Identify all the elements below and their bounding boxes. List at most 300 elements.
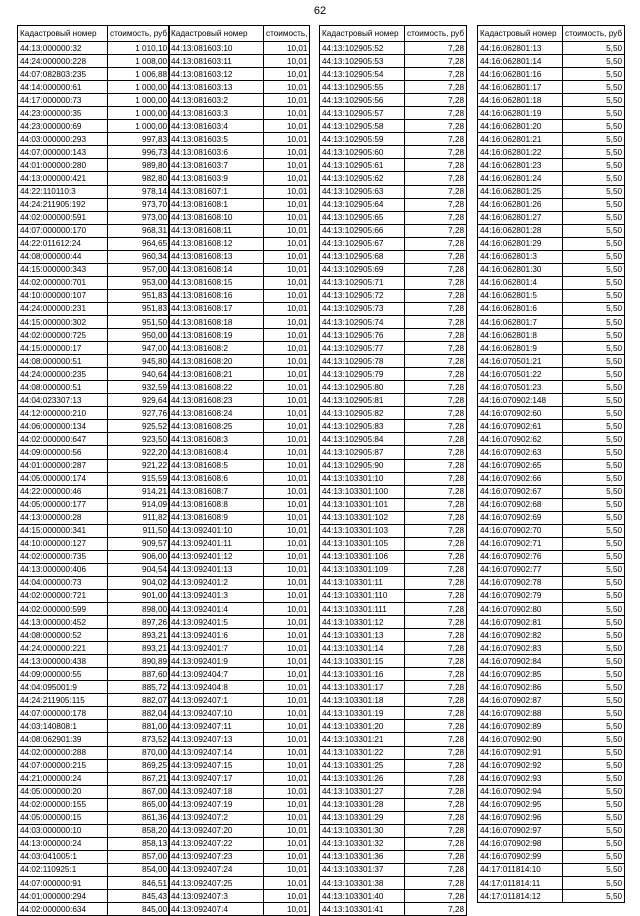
- cost-cell: 951,83: [108, 302, 170, 315]
- cadastral-number-cell: 44:13:092401:11: [169, 537, 264, 550]
- cost-cell: 10,01: [264, 146, 310, 159]
- table-row: [320, 381, 467, 394]
- cadastral-number-cell: 44:13:102905:68: [320, 250, 405, 263]
- table-row: [169, 55, 310, 68]
- cadastral-number-cell: 44:13:081603:10: [169, 42, 264, 55]
- cadastral-table-3: [319, 25, 467, 916]
- table-row: [169, 146, 310, 159]
- cadastral-number-cell: 44:13:081608:22: [169, 381, 264, 394]
- cadastral-number-cell: 44:07:000000:143: [18, 146, 108, 159]
- cadastral-number-cell: 44:16:062801:14: [478, 55, 563, 68]
- cadastral-number-cell: 44:15:000000:341: [18, 524, 108, 537]
- cost-cell: 867,21: [108, 772, 170, 785]
- table-row: [478, 368, 625, 381]
- cadastral-number-cell: 44:06:000000:134: [18, 420, 108, 433]
- table-row: [169, 759, 310, 772]
- cadastral-number-cell: 44:13:092407:15: [169, 759, 264, 772]
- table-row: [478, 302, 625, 315]
- cost-cell: 858,20: [108, 824, 170, 837]
- table-row: [18, 576, 170, 589]
- table-row: [18, 472, 170, 485]
- table-row: [320, 146, 467, 159]
- cost-cell: 10,01: [264, 198, 310, 211]
- cost-cell: 5,50: [563, 355, 625, 368]
- cadastral-number-cell: 44:13:092407:3: [169, 890, 264, 903]
- cadastral-number-cell: 44:03:140808:1: [18, 720, 108, 733]
- cadastral-number-cell: 44:13:102905:78: [320, 355, 405, 368]
- cost-cell: 5,50: [563, 498, 625, 511]
- cadastral-number-cell: 44:13:081608:21: [169, 368, 264, 381]
- cadastral-number-cell: 44:13:102905:67: [320, 237, 405, 250]
- cost-cell: 10,01: [264, 589, 310, 602]
- cost-cell: 10,01: [264, 211, 310, 224]
- table-row: [18, 211, 170, 224]
- cadastral-number-cell: 44:13:092407:20: [169, 824, 264, 837]
- table-row: [169, 694, 310, 707]
- cadastral-number-cell: 44:16:070501:22: [478, 368, 563, 381]
- cost-cell: 893,21: [108, 642, 170, 655]
- table-row: [478, 420, 625, 433]
- table-row: [169, 733, 310, 746]
- cadastral-number-cell: 44:15:000000:17: [18, 342, 108, 355]
- header-cost: стоимость, руб: [405, 26, 467, 42]
- cadastral-number-cell: 44:16:062801:18: [478, 94, 563, 107]
- table-row: [18, 694, 170, 707]
- cadastral-number-cell: 44:16:070902:98: [478, 837, 563, 850]
- cost-cell: 7,28: [405, 446, 467, 459]
- cost-cell: 7,28: [405, 772, 467, 785]
- table-row: [320, 81, 467, 94]
- cost-cell: 10,01: [264, 655, 310, 668]
- cost-cell: 7,28: [405, 302, 467, 315]
- table-row: [18, 198, 170, 211]
- cadastral-number-cell: 44:13:081608:24: [169, 407, 264, 420]
- cost-cell: 909,57: [108, 537, 170, 550]
- table-row: [478, 472, 625, 485]
- cost-cell: 5,50: [563, 811, 625, 824]
- cost-cell: 964,65: [108, 237, 170, 250]
- cost-cell: 5,50: [563, 237, 625, 250]
- cadastral-number-cell: 44:13:000000:421: [18, 172, 108, 185]
- table-row: [320, 537, 467, 550]
- table-row: [18, 603, 170, 616]
- cost-cell: 968,31: [108, 224, 170, 237]
- cadastral-number-cell: 44:13:092401:3: [169, 589, 264, 602]
- table-row: [478, 94, 625, 107]
- table-row: [169, 185, 310, 198]
- table-row: [320, 772, 467, 785]
- table-row: [18, 250, 170, 263]
- cost-cell: 911,50: [108, 524, 170, 537]
- cost-cell: 923,50: [108, 433, 170, 446]
- cost-cell: 10,01: [264, 616, 310, 629]
- cadastral-number-cell: 44:13:092401:4: [169, 603, 264, 616]
- cost-cell: 5,50: [563, 433, 625, 446]
- table-row: [169, 237, 310, 250]
- table-row: [320, 420, 467, 433]
- table-row: [320, 211, 467, 224]
- cost-cell: 10,01: [264, 485, 310, 498]
- cadastral-number-cell: 44:22:000000:46: [18, 485, 108, 498]
- cost-cell: 927,76: [108, 407, 170, 420]
- table-row: [169, 485, 310, 498]
- cost-cell: 7,28: [405, 146, 467, 159]
- cadastral-number-cell: 44:16:062801:26: [478, 198, 563, 211]
- table-row: [320, 550, 467, 563]
- cost-cell: 10,01: [264, 224, 310, 237]
- cadastral-number-cell: 44:13:103301:100: [320, 485, 405, 498]
- cost-cell: 5,50: [563, 603, 625, 616]
- table-row: [169, 707, 310, 720]
- table-row: [18, 720, 170, 733]
- cost-cell: 7,28: [405, 759, 467, 772]
- cost-cell: 5,50: [563, 107, 625, 120]
- table-row: [320, 250, 467, 263]
- cadastral-number-cell: 44:12:000000:210: [18, 407, 108, 420]
- cost-cell: 7,28: [405, 837, 467, 850]
- cost-cell: 7,28: [405, 81, 467, 94]
- table-row: [18, 394, 170, 407]
- table-row: [478, 237, 625, 250]
- cost-cell: 10,01: [264, 824, 310, 837]
- cost-cell: 10,01: [264, 394, 310, 407]
- cadastral-number-cell: 44:13:092401:5: [169, 616, 264, 629]
- cadastral-number-cell: 44:05:000000:15: [18, 811, 108, 824]
- cadastral-number-cell: 44:13:081608:4: [169, 446, 264, 459]
- table-row: [320, 237, 467, 250]
- cadastral-number-cell: 44:13:092401:9: [169, 655, 264, 668]
- table-row: [18, 120, 170, 133]
- cadastral-number-cell: 44:13:103301:101: [320, 498, 405, 511]
- cadastral-number-cell: 44:16:070902:76: [478, 550, 563, 563]
- cost-cell: 5,50: [563, 172, 625, 185]
- table-row: [18, 55, 170, 68]
- table-row: [18, 407, 170, 420]
- table-row: [478, 315, 625, 328]
- table-row: [320, 837, 467, 850]
- cost-cell: 5,50: [563, 329, 625, 342]
- cost-cell: 7,28: [405, 394, 467, 407]
- table-row: [320, 68, 467, 81]
- cost-cell: 10,01: [264, 603, 310, 616]
- table-row: [18, 707, 170, 720]
- table-row: [478, 107, 625, 120]
- cost-cell: 10,01: [264, 524, 310, 537]
- cadastral-number-cell: 44:16:070902:77: [478, 563, 563, 576]
- table-row: [320, 355, 467, 368]
- cost-cell: 7,28: [405, 355, 467, 368]
- cost-cell: 854,00: [108, 863, 170, 876]
- table-row: [169, 563, 310, 576]
- table-row: [169, 472, 310, 485]
- cost-cell: 10,01: [264, 420, 310, 433]
- cost-cell: 890,89: [108, 655, 170, 668]
- table-row: [478, 798, 625, 811]
- cost-cell: 957,00: [108, 263, 170, 276]
- table-row: [169, 785, 310, 798]
- cadastral-number-cell: 44:13:102905:79: [320, 368, 405, 381]
- cost-cell: 10,01: [264, 120, 310, 133]
- cadastral-number-cell: 44:16:062801:22: [478, 146, 563, 159]
- cost-cell: 7,28: [405, 289, 467, 302]
- cost-cell: 10,01: [264, 368, 310, 381]
- table-row: [320, 107, 467, 120]
- cost-cell: 1 006,88: [108, 68, 170, 81]
- cadastral-number-cell: 44:13:103301:21: [320, 733, 405, 746]
- cadastral-number-cell: 44:16:070501:21: [478, 355, 563, 368]
- table-row: [18, 224, 170, 237]
- cadastral-number-cell: 44:09:000000:55: [18, 668, 108, 681]
- table-row: [478, 172, 625, 185]
- cadastral-number-cell: 44:13:092401:12: [169, 550, 264, 563]
- table-row: [169, 302, 310, 315]
- cost-cell: 10,01: [264, 276, 310, 289]
- cost-cell: 5,50: [563, 576, 625, 589]
- cadastral-number-cell: 44:16:070902:148: [478, 394, 563, 407]
- cadastral-number-cell: 44:16:070902:67: [478, 485, 563, 498]
- cadastral-number-cell: 44:15:000000:343: [18, 263, 108, 276]
- cost-cell: 7,28: [405, 68, 467, 81]
- table-row: [169, 120, 310, 133]
- cost-cell: 1 010,10: [108, 42, 170, 55]
- cost-cell: 10,01: [264, 498, 310, 511]
- table-row: [18, 759, 170, 772]
- table-row: [478, 837, 625, 850]
- cadastral-number-cell: 44:13:092401:6: [169, 629, 264, 642]
- cost-cell: 922,20: [108, 446, 170, 459]
- cost-cell: 947,00: [108, 342, 170, 355]
- cadastral-number-cell: 44:13:103301:37: [320, 863, 405, 876]
- cadastral-number-cell: 44:08:000000:51: [18, 381, 108, 394]
- cost-cell: 5,50: [563, 524, 625, 537]
- cost-cell: 914,09: [108, 498, 170, 511]
- cadastral-number-cell: 44:13:000000:24: [18, 837, 108, 850]
- cadastral-number-cell: 44:13:102905:71: [320, 276, 405, 289]
- table-row: [320, 302, 467, 315]
- table-row: [320, 603, 467, 616]
- table-row: [18, 276, 170, 289]
- table-row: [320, 485, 467, 498]
- cadastral-number-cell: 44:13:092404:8: [169, 681, 264, 694]
- cost-cell: 10,01: [264, 903, 310, 916]
- cadastral-number-cell: 44:16:070902:87: [478, 694, 563, 707]
- cadastral-number-cell: 44:16:062801:6: [478, 302, 563, 315]
- cost-cell: 7,28: [405, 733, 467, 746]
- table-row: [478, 694, 625, 707]
- table-row: [478, 746, 625, 759]
- table-row: [478, 329, 625, 342]
- cost-cell: 5,50: [563, 785, 625, 798]
- table-row: [18, 420, 170, 433]
- cadastral-number-cell: 44:13:081608:2: [169, 342, 264, 355]
- table-row: [18, 668, 170, 681]
- cost-cell: 869,25: [108, 759, 170, 772]
- cadastral-number-cell: 44:13:081608:23: [169, 394, 264, 407]
- cost-cell: 914,21: [108, 485, 170, 498]
- cost-cell: 973,70: [108, 198, 170, 211]
- table-row: [320, 263, 467, 276]
- table-row: [18, 302, 170, 315]
- cost-cell: 10,01: [264, 877, 310, 890]
- cost-cell: 10,01: [264, 133, 310, 146]
- cost-cell: 10,01: [264, 576, 310, 589]
- cadastral-number-cell: 44:17:011814:10: [478, 863, 563, 876]
- cadastral-number-cell: 44:13:081608:19: [169, 329, 264, 342]
- table-row: [478, 681, 625, 694]
- table-row: [320, 707, 467, 720]
- cadastral-number-cell: 44:16:070902:96: [478, 811, 563, 824]
- cadastral-number-cell: 44:13:103301:15: [320, 655, 405, 668]
- cadastral-number-cell: 44:13:081608:13: [169, 250, 264, 263]
- cost-cell: 951,50: [108, 315, 170, 328]
- cost-cell: 10,01: [264, 772, 310, 785]
- cost-cell: 5,50: [563, 616, 625, 629]
- cadastral-number-cell: 44:16:070902:89: [478, 720, 563, 733]
- cadastral-number-cell: 44:16:070902:80: [478, 603, 563, 616]
- cadastral-number-cell: 44:13:102905:65: [320, 211, 405, 224]
- table-row: [18, 329, 170, 342]
- cadastral-number-cell: 44:13:102905:80: [320, 381, 405, 394]
- table-row: [478, 146, 625, 159]
- cadastral-number-cell: 44:08:000000:52: [18, 629, 108, 642]
- table-row: [169, 289, 310, 302]
- cost-cell: 882,07: [108, 694, 170, 707]
- cadastral-number-cell: 44:13:102905:61: [320, 159, 405, 172]
- cadastral-number-cell: 44:13:103301:28: [320, 798, 405, 811]
- cost-cell: 7,28: [405, 198, 467, 211]
- cadastral-number-cell: 44:17:011814:12: [478, 890, 563, 903]
- table-row: [320, 133, 467, 146]
- cadastral-number-cell: 44:13:102905:59: [320, 133, 405, 146]
- cadastral-number-cell: 44:13:000000:406: [18, 563, 108, 576]
- table-row: [320, 94, 467, 107]
- table-row: [18, 877, 170, 890]
- cadastral-number-cell: 44:13:081603:4: [169, 120, 264, 133]
- cadastral-number-cell: 44:05:000000:177: [18, 498, 108, 511]
- cost-cell: 882,04: [108, 707, 170, 720]
- cost-cell: 10,01: [264, 407, 310, 420]
- cadastral-number-cell: 44:13:102905:57: [320, 107, 405, 120]
- cadastral-number-cell: 44:13:081608:11: [169, 224, 264, 237]
- cadastral-number-cell: 44:16:070902:61: [478, 420, 563, 433]
- cadastral-table-2: [168, 25, 310, 916]
- table-row: [169, 315, 310, 328]
- cadastral-number-cell: 44:13:102905:63: [320, 185, 405, 198]
- cost-cell: 940,64: [108, 368, 170, 381]
- cadastral-number-cell: 44:16:062801:29: [478, 237, 563, 250]
- cost-cell: 951,83: [108, 289, 170, 302]
- cost-cell: 7,28: [405, 485, 467, 498]
- table-row: [169, 772, 310, 785]
- table-row: [169, 746, 310, 759]
- table-row: [320, 746, 467, 759]
- cadastral-number-cell: 44:13:081608:14: [169, 263, 264, 276]
- cost-cell: 7,28: [405, 511, 467, 524]
- cadastral-number-cell: 44:13:081608:20: [169, 355, 264, 368]
- cadastral-number-cell: 44:13:000000:438: [18, 655, 108, 668]
- cost-cell: 5,50: [563, 550, 625, 563]
- cadastral-number-cell: 44:13:081603:6: [169, 146, 264, 159]
- table-row: [18, 315, 170, 328]
- cadastral-number-cell: 44:16:070902:84: [478, 655, 563, 668]
- table-row: [478, 785, 625, 798]
- page-number: 62: [313, 5, 327, 17]
- cost-cell: 897,26: [108, 616, 170, 629]
- table-row: [478, 185, 625, 198]
- cadastral-number-cell: 44:08:000000:44: [18, 250, 108, 263]
- cost-cell: 7,28: [405, 877, 467, 890]
- cost-cell: 10,01: [264, 68, 310, 81]
- cost-cell: 7,28: [405, 903, 467, 916]
- cost-cell: 7,28: [405, 655, 467, 668]
- cadastral-number-cell: 44:13:102905:60: [320, 146, 405, 159]
- table-row: [18, 368, 170, 381]
- cadastral-number-cell: 44:24:211905:115: [18, 694, 108, 707]
- cost-cell: 7,28: [405, 603, 467, 616]
- cost-cell: 5,50: [563, 720, 625, 733]
- cadastral-number-cell: 44:13:092407:23: [169, 850, 264, 863]
- cost-cell: 925,52: [108, 420, 170, 433]
- cost-cell: 10,01: [264, 250, 310, 263]
- cadastral-number-cell: 44:13:081603:9: [169, 172, 264, 185]
- cadastral-number-cell: 44:16:070902:62: [478, 433, 563, 446]
- cost-cell: 7,28: [405, 850, 467, 863]
- cost-cell: 5,50: [563, 772, 625, 785]
- cost-cell: 5,50: [563, 276, 625, 289]
- table-row: [320, 55, 467, 68]
- cost-cell: 5,50: [563, 863, 625, 876]
- cost-cell: 10,01: [264, 302, 310, 315]
- cost-cell: 7,28: [405, 890, 467, 903]
- cadastral-number-cell: 44:16:062801:24: [478, 172, 563, 185]
- table-row: [18, 81, 170, 94]
- table-row: [169, 877, 310, 890]
- table-row: [320, 368, 467, 381]
- cost-cell: 7,28: [405, 276, 467, 289]
- cost-cell: 10,01: [264, 94, 310, 107]
- cost-cell: 5,50: [563, 302, 625, 315]
- cost-cell: 5,50: [563, 798, 625, 811]
- cadastral-number-cell: 44:13:102905:69: [320, 263, 405, 276]
- cadastral-number-cell: 44:13:102905:53: [320, 55, 405, 68]
- cost-cell: 5,50: [563, 890, 625, 903]
- cost-cell: 5,50: [563, 394, 625, 407]
- cadastral-number-cell: 44:16:070902:66: [478, 472, 563, 485]
- cost-cell: 973,00: [108, 211, 170, 224]
- table-row: [169, 172, 310, 185]
- table-row: [18, 511, 170, 524]
- cadastral-number-cell: 44:13:103301:10: [320, 472, 405, 485]
- cost-cell: 867,00: [108, 785, 170, 798]
- cost-cell: 7,28: [405, 798, 467, 811]
- table-row: [478, 394, 625, 407]
- cadastral-number-cell: 44:13:081608:15: [169, 276, 264, 289]
- cadastral-number-cell: 44:13:102905:84: [320, 433, 405, 446]
- cost-cell: 10,01: [264, 315, 310, 328]
- cadastral-number-cell: 44:13:081608:6: [169, 472, 264, 485]
- table-row: [18, 589, 170, 602]
- cost-cell: 7,28: [405, 185, 467, 198]
- cadastral-number-cell: 44:16:062801:9: [478, 342, 563, 355]
- cost-cell: 904,02: [108, 576, 170, 589]
- cadastral-number-cell: 44:13:092407:11: [169, 720, 264, 733]
- cadastral-number-cell: 44:13:103301:29: [320, 811, 405, 824]
- cadastral-number-cell: 44:13:081608:25: [169, 420, 264, 433]
- cost-cell: 845,00: [108, 903, 170, 916]
- cost-cell: 10,01: [264, 289, 310, 302]
- cadastral-number-cell: 44:13:102905:73: [320, 302, 405, 315]
- cadastral-number-cell: 44:07:082803:235: [18, 68, 108, 81]
